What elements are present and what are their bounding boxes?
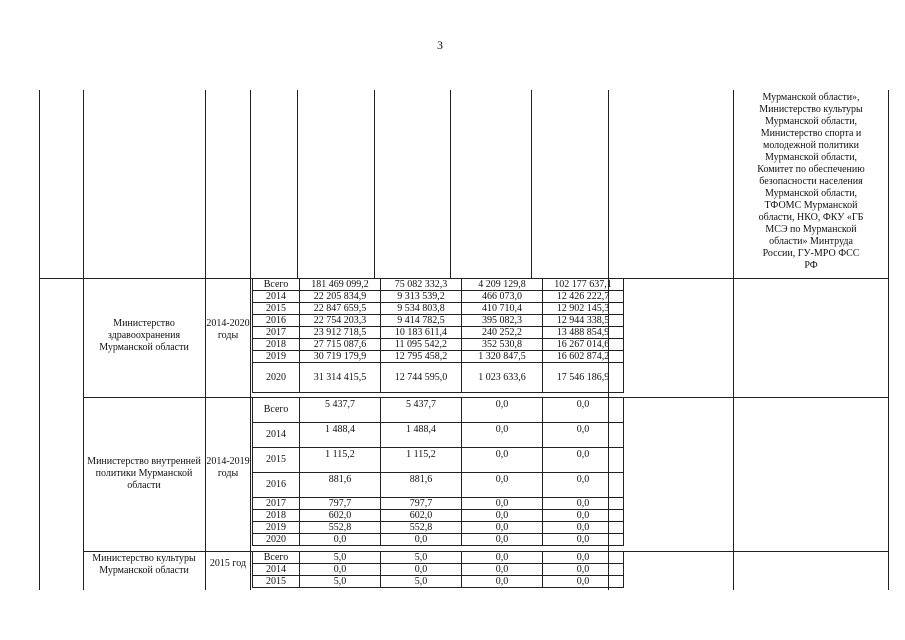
table-row: 2014 22 205 834,9 9 313 539,2 466 073,0 12 426 222,7 xyxy=(253,291,624,303)
continued-executors: Мурманской области», Министерство культуры Мурманской области, Министерство спорта и молодежной политики Мурманской области, Комитет по обеспечению безопасности населения Мурманской области, ТФОМС Мурманской области, НКО, ФКУ «ГБ МСЭ по Мурманской области» Минтруда России, ГУ-МРО ФСС РФ xyxy=(757,92,865,271)
period-culture: 2015 год xyxy=(209,558,247,569)
executor-internal-policy: Министерство внутренней политики Мурманской области xyxy=(87,456,201,491)
table-row: 2017 797,7 797,7 0,0 0,0 xyxy=(253,498,624,510)
table-row: 2020 31 314 415,5 12 744 595,0 1 023 633,6 17 546 186,9 xyxy=(253,363,624,393)
table-row: 2018 27 715 087,6 11 095 542,2 352 530,8 16 267 014,6 xyxy=(253,339,624,351)
table-row: Всего 5 437,7 5 437,7 0,0 0,0 xyxy=(253,398,624,423)
funding-table-culture xyxy=(252,551,624,588)
executor-culture: Министерство культуры Мурманской области xyxy=(92,553,196,576)
table-row: 2016 22 754 203,3 9 414 782,5 395 082,3 12 944 338,5 xyxy=(253,315,624,327)
funding-table-internal-policy xyxy=(252,397,624,546)
table-row: 2015 1 115,2 1 115,2 0,0 0,0 xyxy=(253,448,624,473)
table-row: 2014 1 488,4 1 488,4 0,0 0,0 xyxy=(253,423,624,448)
period-health: 2014-2020 годы xyxy=(206,318,250,341)
table-row: 2019 552,8 552,8 0,0 0,0 xyxy=(253,522,624,534)
page-number: 3 xyxy=(437,38,443,52)
table-row: 2016 881,6 881,6 0,0 0,0 xyxy=(253,473,624,498)
period-internal-policy: 2014-2019 годы xyxy=(206,456,250,479)
table-row: Всего 181 469 099,2 75 082 332,3 4 209 129,8 102 177 637,1 xyxy=(253,279,624,291)
table-row: 2015 5,0 5,0 0,0 0,0 xyxy=(253,576,624,588)
table-row: 2020 0,0 0,0 0,0 0,0 xyxy=(253,534,624,546)
executor-health: Министерство здравоохранения Мурманской области xyxy=(99,318,189,353)
table-row: 2014 0,0 0,0 0,0 0,0 xyxy=(253,564,624,576)
table-row: 2019 30 719 179,9 12 795 458,2 1 320 847,5 16 602 874,2 xyxy=(253,351,624,363)
table-row: 2018 602,0 602,0 0,0 0,0 xyxy=(253,510,624,522)
table-row: Всего 5,0 5,0 0,0 0,0 xyxy=(253,552,624,564)
table-row: 2017 23 912 718,5 10 183 611,4 240 252,2 13 488 854,9 xyxy=(253,327,624,339)
table-row: 2015 22 847 659,5 9 534 803,8 410 710,4 12 902 145,3 xyxy=(253,303,624,315)
funding-table-health xyxy=(252,278,624,393)
